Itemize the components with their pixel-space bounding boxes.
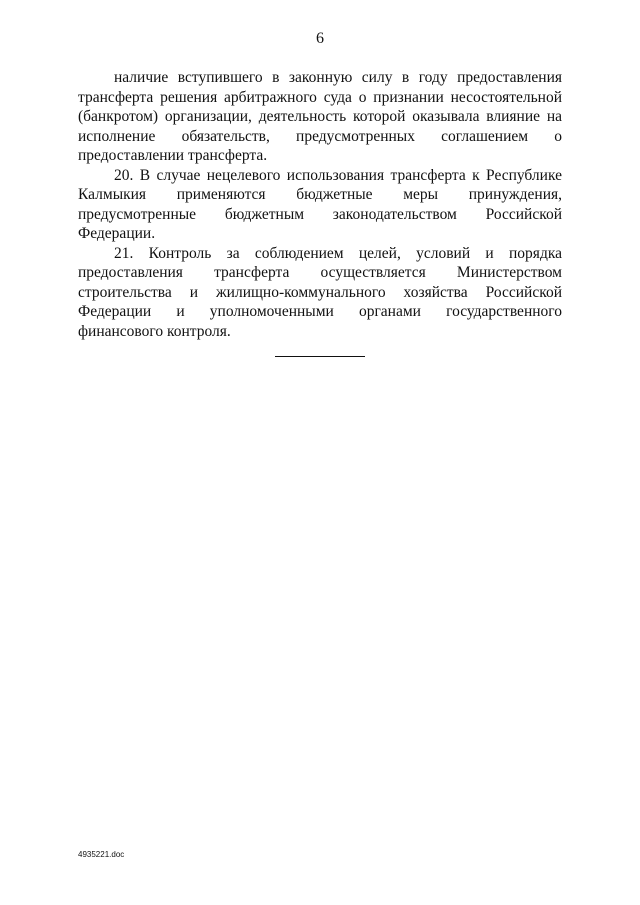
- document-body: [78, 68, 562, 341]
- page-number: 6: [316, 30, 324, 47]
- paragraph-20: 20. В случае нецелевого использования трансферта к Республике Калмыкия применяются бюджетные меры принуждения, предусмотренные бюджетным законодательством Российской Федерации.: [78, 166, 562, 242]
- paragraph-21: 21. Контроль за соблюдением целей, условий и порядка предоставления трансферта осуществляется Министерством строительства и жилищно-коммунального хозяйства Российской Федерации и уполномоченными органами государственного финансового контроля.: [78, 244, 562, 340]
- end-divider: [275, 356, 365, 357]
- paragraph-continuation: наличие вступившего в законную силу в году предоставления трансферта решения арбитражного суда о признании несостоятельной (банкротом) организации, деятельность которой оказывала влияние на исполнение обязательств, предусмотренных соглашением о предоставлении трансферта.: [78, 69, 562, 164]
- footer-file-name: 4935221.doc: [78, 850, 125, 859]
